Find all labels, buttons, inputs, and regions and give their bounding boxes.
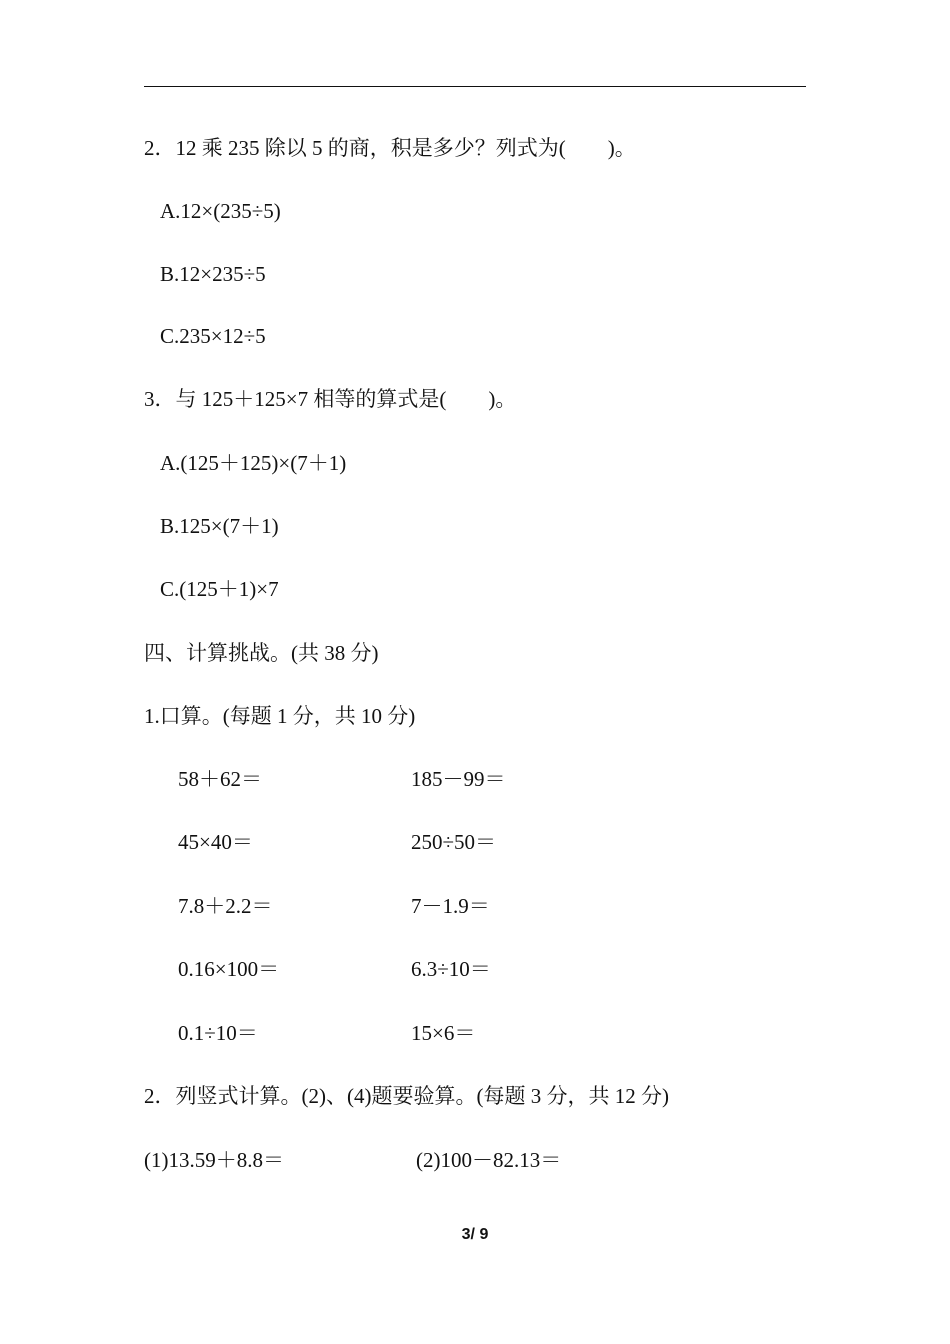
page-number: 3/ 9 — [461, 1226, 489, 1243]
question-2-option-b: B.12×235÷5 — [160, 262, 266, 286]
oral-calc-left-2: 45×40＝ — [178, 830, 253, 854]
oral-calc-left-5: 0.1÷10＝ — [178, 1021, 258, 1045]
oral-calc-left-1: 58＋62＝ — [178, 767, 262, 791]
vertical-calc-1: (1)13.59＋8.8＝ — [144, 1148, 284, 1172]
part-2-title: 2．列竖式计算。(2)、(4)题要验算。(每题 3 分，共 12 分) — [144, 1084, 669, 1108]
question-2-option-c: C.235×12÷5 — [160, 324, 266, 348]
question-3-option-b: B.125×(7＋1) — [160, 514, 279, 538]
oral-calc-right-1: 185－99＝ — [411, 767, 506, 791]
question-2-stem: 2．12 乘 235 除以 5 的商，积是多少？列式为( )。 — [144, 136, 636, 160]
question-3-option-a: A.(125＋125)×(7＋1) — [160, 451, 347, 475]
oral-calc-right-2: 250÷50＝ — [411, 830, 497, 854]
oral-calc-right-5: 15×6＝ — [411, 1021, 476, 1045]
question-3-option-c: C.(125＋1)×7 — [160, 577, 279, 601]
oral-calc-left-3: 7.8＋2.2＝ — [178, 894, 273, 918]
question-3-stem: 3．与 125＋125×7 相等的算式是( )。 — [144, 387, 517, 411]
header-rule — [144, 86, 806, 87]
vertical-calc-2: (2)100－82.13＝ — [416, 1148, 562, 1172]
section-4-heading: 四、计算挑战。(共 38 分) — [144, 641, 379, 665]
oral-calc-right-3: 7－1.9＝ — [411, 894, 490, 918]
oral-calc-left-4: 0.16×100＝ — [178, 957, 280, 981]
question-2-option-a: A.12×(235÷5) — [160, 199, 281, 223]
part-1-title: 1.口算。(每题 1 分，共 10 分) — [144, 704, 416, 728]
oral-calc-right-4: 6.3÷10＝ — [411, 957, 491, 981]
